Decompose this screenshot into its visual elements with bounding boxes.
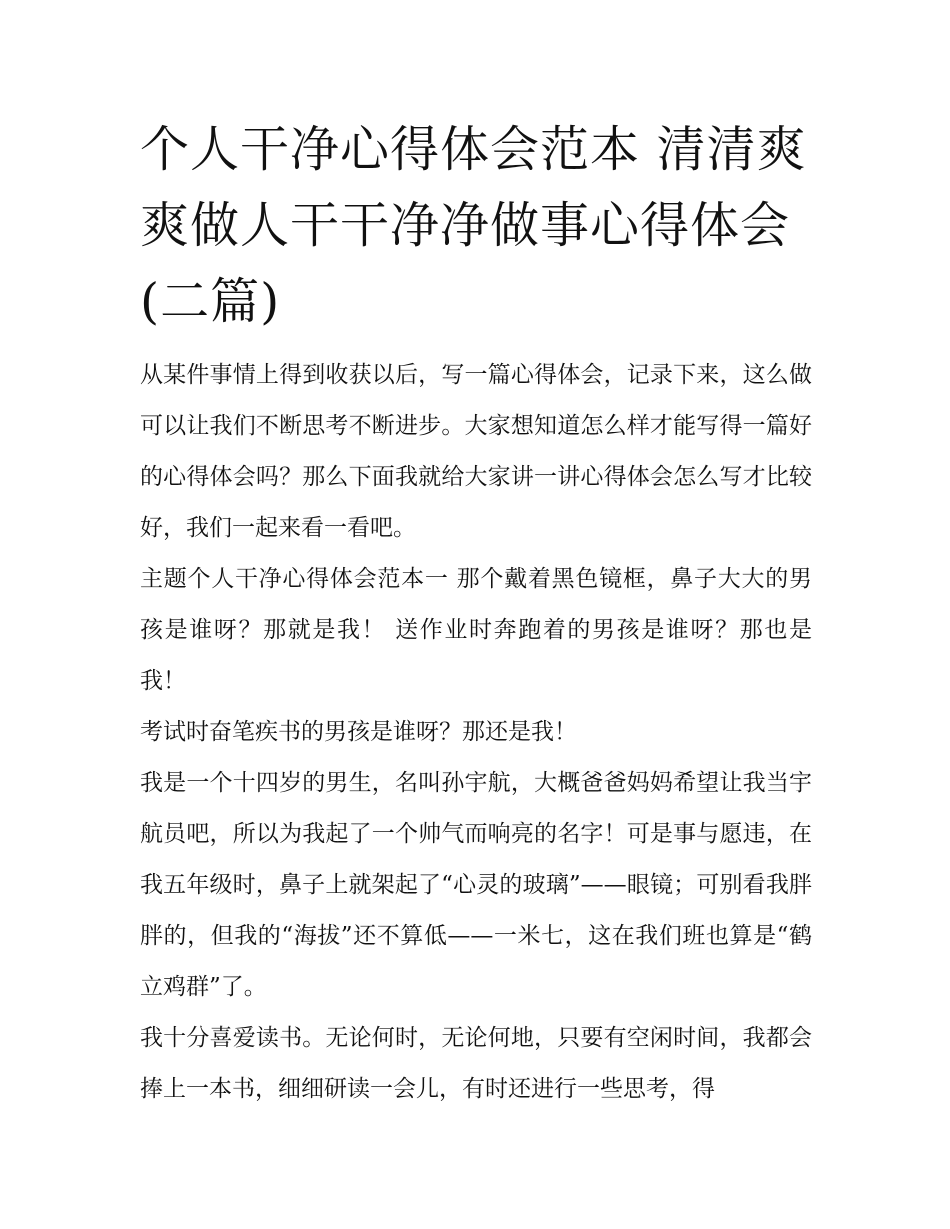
paragraph-2: 考试时奋笔疾书的男孩是谁呀？那还是我！ [140,719,577,745]
paragraph-4: 我十分喜爱读书。无论何时，无论何地，只要有空闲时间，我都会捧上一本书，细细研读一会儿，有时还进行一些思考，得 [140,1025,812,1102]
document-title: 个人干净心得体会范本 清清爽爽做人干干净净做事心得体会(二篇) [140,121,807,330]
document-page [140,112,812,1115]
paragraph-intro: 从某件事情上得到收获以后，写一篇心得体会，记录下来，这么做可以让我们不断思考不断进步。大家想知道怎么样才能写得一篇好的心得体会吗？那么下面我就给大家讲一讲心得体会怎么写才比较好，我们一起来看一看吧。 [140,362,812,541]
paragraph-3: 我是一个十四岁的男生，名叫孙宇航，大概爸爸妈妈希望让我当宇航员吧，所以为我起了一个帅气而响亮的名字！可是事与愿违，在我五年级时，鼻子上就架起了“心灵的玻璃”——眼镜；可别看我胖胖的，但我的“海拔”还不算低——一米七，这在我们班也算是“鹤立鸡群”了。 [140,770,812,1000]
paragraph-1: 主题个人干净心得体会范本一 那个戴着黑色镜框，鼻子大大的男孩是谁呀？那就是我！ 送作业时奔跑着的男孩是谁呀？那也是我！ [140,566,812,694]
